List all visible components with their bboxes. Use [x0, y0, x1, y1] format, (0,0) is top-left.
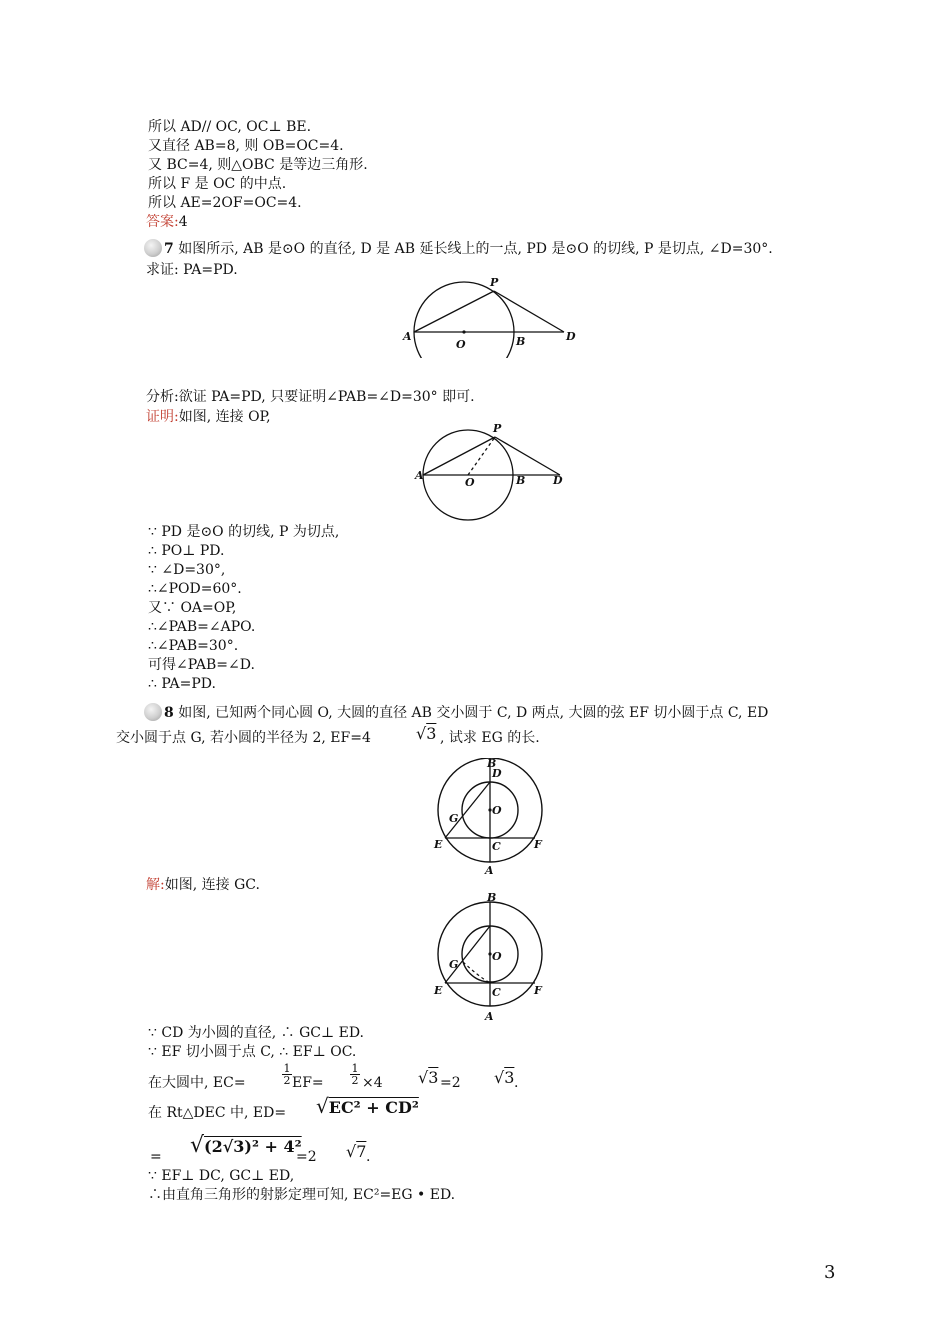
question-8 [144, 703, 768, 722]
question-text-2 [116, 729, 371, 747]
label-O: O [492, 804, 502, 817]
label-A: A [415, 469, 424, 482]
text-line: 所以 AD// OC, OC⊥ BE. [148, 119, 312, 135]
proof-line [146, 408, 271, 426]
question-badge-icon [144, 239, 162, 257]
question-number: 8 [164, 705, 174, 721]
label-O: O [465, 476, 475, 489]
solution-step: ∴由直角三角形的射影定理可知, EC²=EG • ED. [148, 1187, 456, 1203]
solution-step: ∵ CD 为小圆的直径, ∴ GC⊥ ED. [148, 1025, 365, 1041]
geometry-figure-q8-solution [430, 890, 550, 1024]
question-7 [144, 239, 773, 258]
fraction-numerator: 1 [283, 1062, 291, 1075]
sqrt-content: (2√3)² + 4² [204, 1137, 302, 1156]
sqrt-3: √3 [416, 724, 437, 743]
fraction-denominator: 2 [351, 1074, 359, 1087]
answer-label: 答案: [146, 214, 179, 230]
answer-value: 4 [178, 214, 188, 230]
solution-first: 如图, 连接 GC. [164, 877, 260, 893]
sqrt-value: 7 [356, 1142, 367, 1161]
sqrt-value: 3 [504, 1068, 515, 1087]
solution-step: ∵ EF 切小圆于点 C, ∴ EF⊥ OC. [148, 1044, 357, 1060]
question-text-2a: 交小圆于点 G, 若小圆的半径为 2, EF=4 [116, 730, 371, 746]
sqrt-value: 3 [428, 1068, 439, 1087]
proof-step: 可得∠PAB=∠D. [148, 657, 255, 673]
label-A: A [403, 330, 412, 343]
label-G: G [449, 812, 459, 825]
proof-label: 证明: [146, 409, 179, 425]
ec-end: . [514, 1075, 519, 1091]
question-badge-icon [144, 703, 162, 721]
question-text-2: 求证: PA=PD. [146, 262, 238, 278]
label-F: F [534, 838, 542, 851]
sqrt-3: √3 [494, 1068, 515, 1087]
label-D: D [492, 767, 502, 780]
label-P: P [490, 276, 499, 289]
geometry-figure-q7-proof [410, 420, 580, 522]
text-line: 又 BC=4, 则△OBC 是等边三角形. [148, 157, 368, 173]
proof-step: ∵ PD 是⊙O 的切线, P 为切点, [148, 524, 340, 540]
question-text-2b: , 试求 EG 的长. [440, 730, 540, 746]
ec-mid: EF= [292, 1075, 324, 1091]
geometry-figure-q8 [430, 758, 550, 880]
geometry-figure-q7 [398, 276, 582, 358]
eq-mid: =2 [296, 1149, 317, 1165]
fraction-half [350, 1063, 360, 1086]
page-number: 3 [824, 1262, 836, 1283]
sqrt-expression: √EC² + CD² [316, 1094, 419, 1118]
label-O: O [492, 950, 502, 963]
sqrt-expression: √(2√3)² + 4² [190, 1133, 302, 1158]
label-C: C [492, 986, 501, 999]
proof-step: ∵ ∠D=30°, [148, 562, 226, 578]
sqrt-3: √3 [418, 1068, 439, 1087]
proof-step: ∴∠POD=60°. [148, 581, 242, 597]
eq-end: . [366, 1149, 371, 1165]
label-B: B [487, 758, 497, 770]
proof-step: ∴∠PAB=∠APO. [148, 619, 256, 635]
label-G: G [449, 958, 459, 971]
label-E: E [434, 838, 443, 851]
ec-eq: =2 [440, 1075, 461, 1091]
text-line: 又直径 AB=8, 则 OB=OC=4. [148, 138, 344, 154]
label-C: C [492, 840, 501, 853]
ed-prefix: 在 Rt△DEC 中, ED= [148, 1105, 287, 1121]
fraction-denominator: 2 [283, 1074, 291, 1087]
ec-times: ×4 [362, 1075, 383, 1091]
fraction-half [282, 1063, 292, 1086]
solution-label: 解: [146, 877, 165, 893]
text-line: 所以 AE=2OF=OC=4. [148, 195, 302, 211]
solution-line [146, 876, 260, 894]
text-line: 所以 F 是 OC 的中点. [148, 176, 287, 192]
label-F: F [534, 984, 542, 997]
label-D: D [553, 474, 563, 487]
label-O: O [456, 338, 466, 351]
label-B: B [487, 891, 497, 904]
question-number: 7 [164, 241, 174, 257]
ec-prefix: 在大圆中, EC= [148, 1075, 246, 1091]
question-text: 如图, 已知两个同心圆 O, 大圆的直径 AB 交小圆于 C, D 两点, 大圆的弦 EF 切小圆于点 C, ED [178, 705, 769, 721]
proof-first: 如图, 连接 OP, [178, 409, 271, 425]
label-A: A [485, 1010, 494, 1023]
proof-step: ∴∠PAB=30°. [148, 638, 239, 654]
answer-line [146, 213, 188, 231]
fraction-numerator: 1 [351, 1062, 359, 1075]
label-B: B [516, 335, 526, 348]
sqrt-7: √7 [346, 1142, 367, 1161]
label-P: P [493, 422, 502, 435]
label-A: A [485, 864, 494, 877]
label-B: B [516, 474, 526, 487]
analysis-line: 分析:欲证 PA=PD, 只要证明∠PAB=∠D=30° 即可. [146, 389, 475, 405]
proof-step: 又∵ OA=OP, [148, 600, 237, 616]
proof-step: ∴ PA=PD. [148, 676, 216, 692]
eq-prefix: = [150, 1149, 162, 1165]
proof-step: ∴ PO⊥ PD. [148, 543, 225, 559]
label-D: D [566, 330, 576, 343]
question-text: 如图所示, AB 是⊙O 的直径, D 是 AB 延长线上的一点, PD 是⊙O 的切线, P 是切点, ∠D=30°. [178, 241, 773, 257]
sqrt-content: EC² + CD² [328, 1098, 419, 1117]
label-E: E [434, 984, 443, 997]
solution-step: ∵ EF⊥ DC, GC⊥ ED, [148, 1168, 295, 1184]
sqrt-value: 3 [426, 724, 437, 743]
